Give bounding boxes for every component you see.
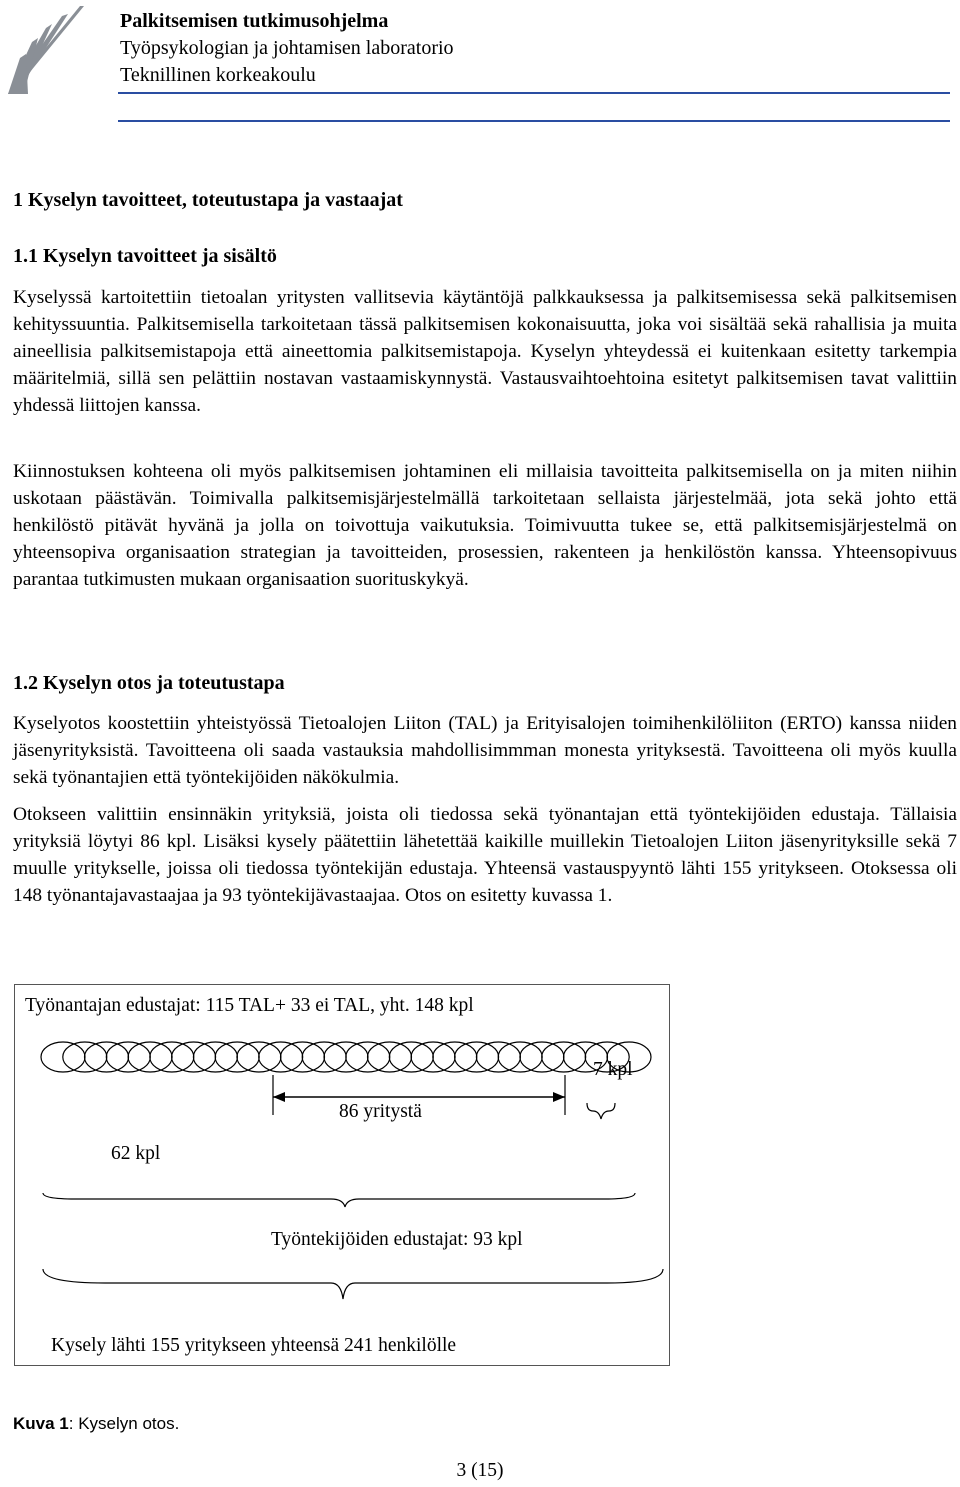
header-rule-top: [118, 92, 950, 94]
figure-caption: [13, 1414, 179, 1434]
employee-label: Työntekijöiden edustajat: 93 kpl: [271, 1229, 523, 1250]
section-1-2-title: 1.2 Kyselyn otos ja toteutustapa: [13, 672, 285, 694]
arrow-head-left: [273, 1092, 285, 1102]
sample-figure: [14, 984, 670, 1366]
section-1-title: 1 Kyselyn tavoitteet, toteutustapa ja vastaajat: [13, 189, 403, 211]
eightysix-label: 86 yritystä: [339, 1101, 422, 1122]
caption-label: Kuva 1: [13, 1414, 69, 1433]
section-1-1-paragraph-2: Kiinnostuksen kohteena oli myös palkitsemisen johtaminen eli millaisia tavoitteita palkitsemisella on ja miten niihin uskotaan päästävän. Toimivalla palkitsemisjärjestelmällä tarkoitetaan sellaista järjestelmää, jota sekä johto että henkilöstö pitävät hyvänä ja jolla on toivottuja vaikutuksia. Toimivuutta tukee se, että palkitsemisjärjestelmä on yhteensopiva organisaation strategian ja tavoitteiden, prosessien, rakenteen ja henkilöstön kanssa. Yhteensopivuus parantaa tutkimusten mukaan organisaation suorituskykyä.: [13, 461, 957, 591]
total-label: Kysely lähti 155 yritykseen yhteensä 241 henkilölle: [51, 1335, 457, 1356]
seven-label: 7 kpl: [593, 1059, 633, 1080]
arrow-head-right: [553, 1092, 565, 1102]
header-program: Palkitsemisen tutkimusohjelma: [120, 10, 389, 32]
sixtytwo-label: 62 kpl: [111, 1143, 161, 1164]
page-number: 3 (15): [456, 1460, 504, 1481]
brace-7: [587, 1103, 615, 1119]
page-header: [120, 8, 454, 89]
brace-241: [43, 1269, 663, 1299]
brace-93: [43, 1193, 635, 1207]
caption-text: : Kyselyn otos.: [68, 1414, 180, 1433]
section-1-1-title: 1.1 Kyselyn tavoitteet ja sisältö: [13, 245, 277, 267]
section-1-1-paragraph-1: Kyselyssä kartoitettiin tietoalan yritysten vallitsevia käytäntöjä palkkauksessa ja palkitsemisessa sekä palkitsemisen kehityssuuntia. Palkitsemisella tarkoitetaan tässä palkitsemisen kokonaisuutta, joka voi sisältää sekä rahallisia ja muita aineellisia palkitsemistapoja että aineettomia palkitsemistapoja. Kyselyn yhteydessä ei kuitenkaan esitetty tarkempia määritelmiä, sillä sen pelättiin nostavan vastaamiskynnystä. Vastausvaihtoehtoina esitetyt palkitsemisen tavat valittiin yhdessä liittojen kanssa.: [13, 287, 957, 417]
university-logo-icon: [6, 4, 86, 96]
header-lab: Työpsykologian ja johtamisen laboratorio: [120, 37, 454, 59]
header-university: Teknillinen korkeakoulu: [120, 64, 316, 86]
section-1-2-paragraph-1: Kyselyotos koostettiin yhteistyössä Tietoalojen Liiton (TAL) ja Erityisalojen toimihenkilöliiton (ERTO) kanssa niiden jäsenyrityksistä. Tavoitteena oli saada vastauksia mahdollisimmman monesta yrityksestä. Tavoitteena oli myös kuulla sekä työnantajien että työntekijöiden näkökulmia.: [13, 713, 957, 789]
sample-diagram: [15, 985, 671, 1367]
header-rule-bottom: [118, 120, 950, 122]
employer-label: Työnantajan edustajat: 115 TAL+ 33 ei TAL, yht. 148 kpl: [25, 995, 474, 1016]
section-1-2-paragraph-2: Otokseen valittiin ensinnäkin yrityksiä, joista oli tiedossa sekä työnantajan että työntekijöiden edustaja. Tällaisia yrityksiä löytyi 86 kpl. Lisäksi kysely päätettiin lähetettää kaikille muillekin Tietoalojen Liiton jäsenyrityksille sekä 7 muulle yritykselle, joissa oli tiedossa työntekijän edustaja. Yhteensä vastauspyyntö lähti 155 yritykseen. Otoksessa oli 148 työnantajavastaajaa ja 93 työntekijävastaajaa. Otos on esitetty kuvassa 1.: [13, 804, 957, 907]
